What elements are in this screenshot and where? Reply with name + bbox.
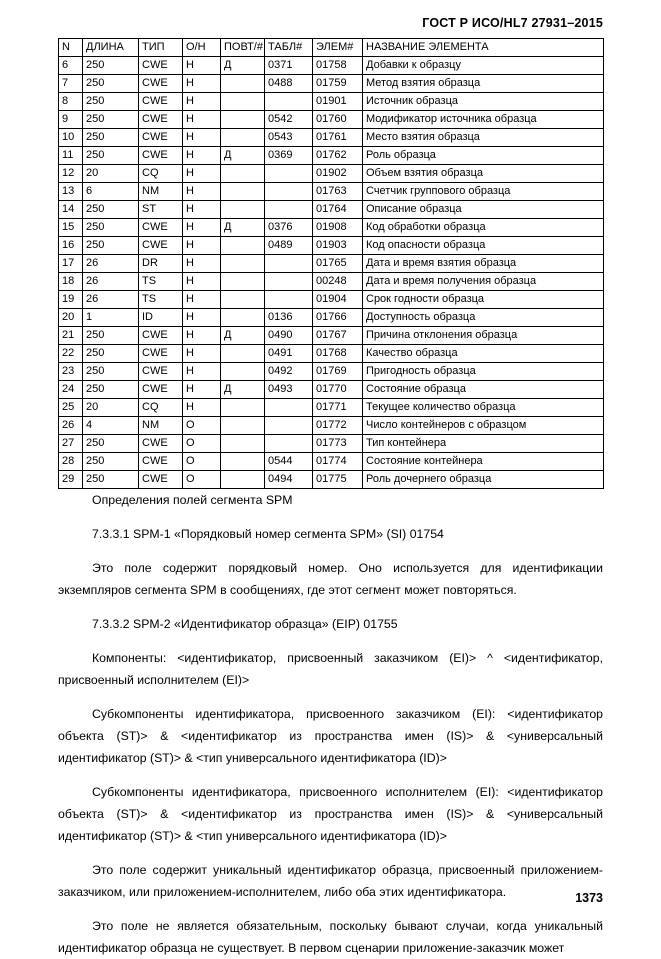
cell-element-name: Код обработки образца	[363, 219, 604, 237]
cell-type: TS	[139, 291, 183, 309]
cell-type: CWE	[139, 381, 183, 399]
table-row	[59, 93, 604, 111]
cell-n: 15	[59, 219, 83, 237]
cell-length: 26	[83, 291, 139, 309]
column-header-n: N	[59, 39, 83, 57]
spm-fields-table	[58, 38, 604, 489]
cell-oh: H	[183, 147, 221, 165]
cell-table	[265, 417, 313, 435]
cell-length: 20	[83, 165, 139, 183]
cell-repeat	[221, 345, 265, 363]
paragraph-sequence-number: Это поле содержит порядковый номер. Оно используется для идентификации экземпляров сегмента SPM в сообщениях, где этот сегмент может повторяться.	[58, 561, 603, 597]
cell-oh: H	[183, 381, 221, 399]
cell-length: 4	[83, 417, 139, 435]
cell-length: 250	[83, 147, 139, 165]
cell-element-name: Тип контейнера	[363, 435, 604, 453]
paragraph-definitions-title: Определения полей сегмента SPM	[92, 493, 293, 507]
cell-n: 17	[59, 255, 83, 273]
table-row	[59, 417, 604, 435]
cell-oh: O	[183, 453, 221, 471]
cell-element: 01762	[313, 147, 363, 165]
cell-element: 01767	[313, 327, 363, 345]
cell-repeat	[221, 129, 265, 147]
cell-table: 0492	[265, 363, 313, 381]
table-header-row	[59, 39, 604, 57]
cell-n: 8	[59, 93, 83, 111]
paragraph-subcomponents-placer: Субкомпоненты идентификатора, присвоенного заказчиком (EI): <идентификатор объекта (ST)> & <идентификатор из пространства имен (IS)> & <универсальный идентификатор (ST)> & <тип универсального идентификатора (ID)>	[58, 707, 603, 765]
column-header-repeat: ПОВТ/#	[221, 39, 265, 57]
document-body	[58, 489, 603, 959]
cell-repeat: Д	[221, 327, 265, 345]
column-header-type: ТИП	[139, 39, 183, 57]
cell-n: 19	[59, 291, 83, 309]
table-row	[59, 381, 604, 399]
cell-length: 250	[83, 471, 139, 489]
table-row	[59, 219, 604, 237]
cell-oh: H	[183, 309, 221, 327]
cell-element-name: Метод взятия образца	[363, 75, 604, 93]
cell-repeat	[221, 75, 265, 93]
cell-element-name: Место взятия образца	[363, 129, 604, 147]
cell-repeat	[221, 255, 265, 273]
cell-oh: O	[183, 417, 221, 435]
cell-repeat	[221, 111, 265, 129]
cell-element-name: Описание образца	[363, 201, 604, 219]
cell-type: CWE	[139, 345, 183, 363]
cell-table: 0544	[265, 453, 313, 471]
cell-n: 7	[59, 75, 83, 93]
cell-repeat	[221, 399, 265, 417]
cell-repeat	[221, 165, 265, 183]
cell-element-name: Доступность образца	[363, 309, 604, 327]
cell-repeat: Д	[221, 147, 265, 165]
cell-element: 01904	[313, 291, 363, 309]
cell-element: 01903	[313, 237, 363, 255]
paragraph-components: Компоненты: <идентификатор, присвоенный заказчиком (EI)> ^ <идентификатор, присвоенный исполнителем (EI)>	[58, 651, 603, 687]
cell-element-name: Источник образца	[363, 93, 604, 111]
cell-n: 20	[59, 309, 83, 327]
cell-oh: H	[183, 201, 221, 219]
cell-length: 250	[83, 363, 139, 381]
cell-oh: H	[183, 129, 221, 147]
cell-element-name: Качество образца	[363, 345, 604, 363]
cell-table	[265, 183, 313, 201]
cell-repeat: Д	[221, 57, 265, 75]
cell-repeat: Д	[221, 219, 265, 237]
cell-n: 28	[59, 453, 83, 471]
cell-length: 250	[83, 129, 139, 147]
cell-repeat	[221, 453, 265, 471]
table-row	[59, 183, 604, 201]
cell-table: 0136	[265, 309, 313, 327]
cell-oh: H	[183, 291, 221, 309]
cell-oh: H	[183, 75, 221, 93]
table-row	[59, 471, 604, 489]
cell-type: CQ	[139, 165, 183, 183]
cell-length: 250	[83, 345, 139, 363]
table-row	[59, 345, 604, 363]
cell-n: 12	[59, 165, 83, 183]
cell-table: 0369	[265, 147, 313, 165]
cell-element-name: Дата и время взятия образца	[363, 255, 604, 273]
cell-repeat	[221, 183, 265, 201]
cell-n: 25	[59, 399, 83, 417]
cell-n: 13	[59, 183, 83, 201]
cell-table	[265, 93, 313, 111]
cell-element: 01773	[313, 435, 363, 453]
cell-type: DR	[139, 255, 183, 273]
cell-element: 01764	[313, 201, 363, 219]
paragraph-optional-field: Это поле не является обязательным, поскольку бывают случаи, когда уникальный идентификатор образца не существует. В первом сценарии приложение-заказчик может	[58, 919, 603, 955]
cell-element: 01766	[313, 309, 363, 327]
cell-repeat: Д	[221, 381, 265, 399]
cell-oh: H	[183, 327, 221, 345]
cell-repeat	[221, 273, 265, 291]
cell-element-name: Роль образца	[363, 147, 604, 165]
cell-element: 01763	[313, 183, 363, 201]
cell-n: 22	[59, 345, 83, 363]
cell-repeat	[221, 237, 265, 255]
cell-element-name: Срок годности образца	[363, 291, 604, 309]
cell-n: 10	[59, 129, 83, 147]
cell-length: 250	[83, 93, 139, 111]
cell-element: 01759	[313, 75, 363, 93]
cell-n: 29	[59, 471, 83, 489]
table-row	[59, 129, 604, 147]
cell-type: CWE	[139, 111, 183, 129]
table-row	[59, 201, 604, 219]
cell-table	[265, 435, 313, 453]
cell-table	[265, 165, 313, 183]
cell-oh: H	[183, 399, 221, 417]
cell-n: 18	[59, 273, 83, 291]
cell-table: 0491	[265, 345, 313, 363]
cell-length: 250	[83, 453, 139, 471]
cell-type: CQ	[139, 399, 183, 417]
cell-oh: H	[183, 165, 221, 183]
cell-length: 250	[83, 219, 139, 237]
cell-n: 16	[59, 237, 83, 255]
cell-n: 6	[59, 57, 83, 75]
cell-length: 250	[83, 381, 139, 399]
cell-element-name: Пригодность образца	[363, 363, 604, 381]
cell-n: 26	[59, 417, 83, 435]
cell-length: 20	[83, 399, 139, 417]
cell-oh: O	[183, 471, 221, 489]
cell-type: CWE	[139, 57, 183, 75]
cell-repeat	[221, 309, 265, 327]
cell-element: 01771	[313, 399, 363, 417]
cell-type: CWE	[139, 453, 183, 471]
cell-element-name: Текущее количество образца	[363, 399, 604, 417]
paragraph-clause-7332: 7.3.3.2 SPM-2 «Идентификатор образца» (EIP) 01755	[92, 617, 398, 631]
cell-length: 26	[83, 255, 139, 273]
cell-element-name: Состояние образца	[363, 381, 604, 399]
cell-element: 01769	[313, 363, 363, 381]
table-row	[59, 453, 604, 471]
cell-oh: H	[183, 273, 221, 291]
cell-element-name: Число контейнеров с образцом	[363, 417, 604, 435]
table-row	[59, 57, 604, 75]
table-row	[59, 435, 604, 453]
cell-table: 0543	[265, 129, 313, 147]
cell-type: CWE	[139, 363, 183, 381]
cell-type: CWE	[139, 147, 183, 165]
cell-oh: H	[183, 183, 221, 201]
cell-table	[265, 399, 313, 417]
cell-length: 250	[83, 435, 139, 453]
cell-length: 250	[83, 237, 139, 255]
cell-repeat	[221, 417, 265, 435]
cell-type: CWE	[139, 219, 183, 237]
cell-element-name: Модификатор источника образца	[363, 111, 604, 129]
cell-n: 14	[59, 201, 83, 219]
cell-type: CWE	[139, 471, 183, 489]
cell-table	[265, 201, 313, 219]
cell-type: TS	[139, 273, 183, 291]
cell-table: 0376	[265, 219, 313, 237]
cell-element: 01908	[313, 219, 363, 237]
cell-length: 250	[83, 201, 139, 219]
table-row	[59, 399, 604, 417]
table-row	[59, 255, 604, 273]
cell-table	[265, 273, 313, 291]
cell-table	[265, 255, 313, 273]
cell-table: 0489	[265, 237, 313, 255]
cell-type: NM	[139, 417, 183, 435]
table-row	[59, 111, 604, 129]
cell-oh: H	[183, 237, 221, 255]
cell-type: CWE	[139, 327, 183, 345]
cell-oh: H	[183, 255, 221, 273]
cell-oh: H	[183, 345, 221, 363]
column-header-element: ЭЛЕМ#	[313, 39, 363, 57]
cell-type: NM	[139, 183, 183, 201]
cell-element-name: Объем взятия образца	[363, 165, 604, 183]
column-header-element-name: НАЗВАНИЕ ЭЛЕМЕНТА	[363, 39, 604, 57]
standard-header: ГОСТ Р ИСО/HL7 27931–2015	[422, 16, 603, 30]
cell-n: 23	[59, 363, 83, 381]
paragraph-unique-identifier: Это поле содержит уникальный идентификатор образца, присвоенный приложением-заказчиком, или приложением-исполнителем, либо оба этих идентификатора.	[58, 863, 603, 899]
cell-n: 21	[59, 327, 83, 345]
column-header-length: ДЛИНА	[83, 39, 139, 57]
paragraph-subcomponents-filler: Субкомпоненты идентификатора, присвоенного исполнителем (EI): <идентификатор объекта (ST)> & <идентификатор из пространства имен (IS)> & <универсальный идентификатор (ST)> & <тип универсального идентификатора (ID)>	[58, 785, 603, 843]
cell-oh: H	[183, 93, 221, 111]
table-row	[59, 237, 604, 255]
cell-n: 24	[59, 381, 83, 399]
cell-oh: H	[183, 57, 221, 75]
cell-oh: H	[183, 219, 221, 237]
cell-element: 01761	[313, 129, 363, 147]
cell-element: 01901	[313, 93, 363, 111]
table-row	[59, 273, 604, 291]
cell-repeat	[221, 471, 265, 489]
cell-repeat	[221, 291, 265, 309]
cell-element: 01760	[313, 111, 363, 129]
cell-element-name: Добавки к образцу	[363, 57, 604, 75]
table-row	[59, 327, 604, 345]
cell-table: 0490	[265, 327, 313, 345]
cell-table: 0542	[265, 111, 313, 129]
cell-type: ST	[139, 201, 183, 219]
table-row	[59, 75, 604, 93]
cell-element-name: Дата и время получения образца	[363, 273, 604, 291]
cell-element: 01770	[313, 381, 363, 399]
cell-table: 0488	[265, 75, 313, 93]
cell-repeat	[221, 363, 265, 381]
cell-length: 250	[83, 327, 139, 345]
cell-repeat	[221, 435, 265, 453]
cell-n: 11	[59, 147, 83, 165]
cell-type: CWE	[139, 75, 183, 93]
column-header-oh: O/H	[183, 39, 221, 57]
cell-element-name: Счетчик группового образца	[363, 183, 604, 201]
table-row	[59, 309, 604, 327]
cell-length: 250	[83, 111, 139, 129]
cell-element-name: Причина отклонения образца	[363, 327, 604, 345]
cell-element: 01768	[313, 345, 363, 363]
cell-table: 0494	[265, 471, 313, 489]
cell-repeat	[221, 201, 265, 219]
cell-length: 6	[83, 183, 139, 201]
cell-table	[265, 291, 313, 309]
cell-length: 1	[83, 309, 139, 327]
cell-table: 0371	[265, 57, 313, 75]
cell-element-name: Роль дочернего образца	[363, 471, 604, 489]
cell-type: CWE	[139, 93, 183, 111]
cell-length: 250	[83, 75, 139, 93]
page-number: 1373	[575, 891, 603, 905]
paragraph-clause-7331: 7.3.3.1 SPM-1 «Порядковый номер сегмента SPM» (SI) 01754	[92, 527, 444, 541]
cell-type: CWE	[139, 435, 183, 453]
cell-element-name: Состояние контейнера	[363, 453, 604, 471]
cell-oh: H	[183, 363, 221, 381]
cell-element: 01902	[313, 165, 363, 183]
cell-element: 01765	[313, 255, 363, 273]
cell-type: CWE	[139, 237, 183, 255]
cell-n: 9	[59, 111, 83, 129]
cell-length: 26	[83, 273, 139, 291]
table-row	[59, 147, 604, 165]
cell-oh: O	[183, 435, 221, 453]
cell-repeat	[221, 93, 265, 111]
cell-length: 250	[83, 57, 139, 75]
cell-type: ID	[139, 309, 183, 327]
cell-table: 0493	[265, 381, 313, 399]
column-header-table: ТАБЛ#	[265, 39, 313, 57]
table-row	[59, 291, 604, 309]
cell-element: 00248	[313, 273, 363, 291]
cell-oh: H	[183, 111, 221, 129]
cell-type: CWE	[139, 129, 183, 147]
table-row	[59, 363, 604, 381]
cell-element-name: Код опасности образца	[363, 237, 604, 255]
cell-element: 01772	[313, 417, 363, 435]
cell-element: 01774	[313, 453, 363, 471]
cell-element: 01775	[313, 471, 363, 489]
cell-element: 01758	[313, 57, 363, 75]
table-row	[59, 165, 604, 183]
cell-n: 27	[59, 435, 83, 453]
